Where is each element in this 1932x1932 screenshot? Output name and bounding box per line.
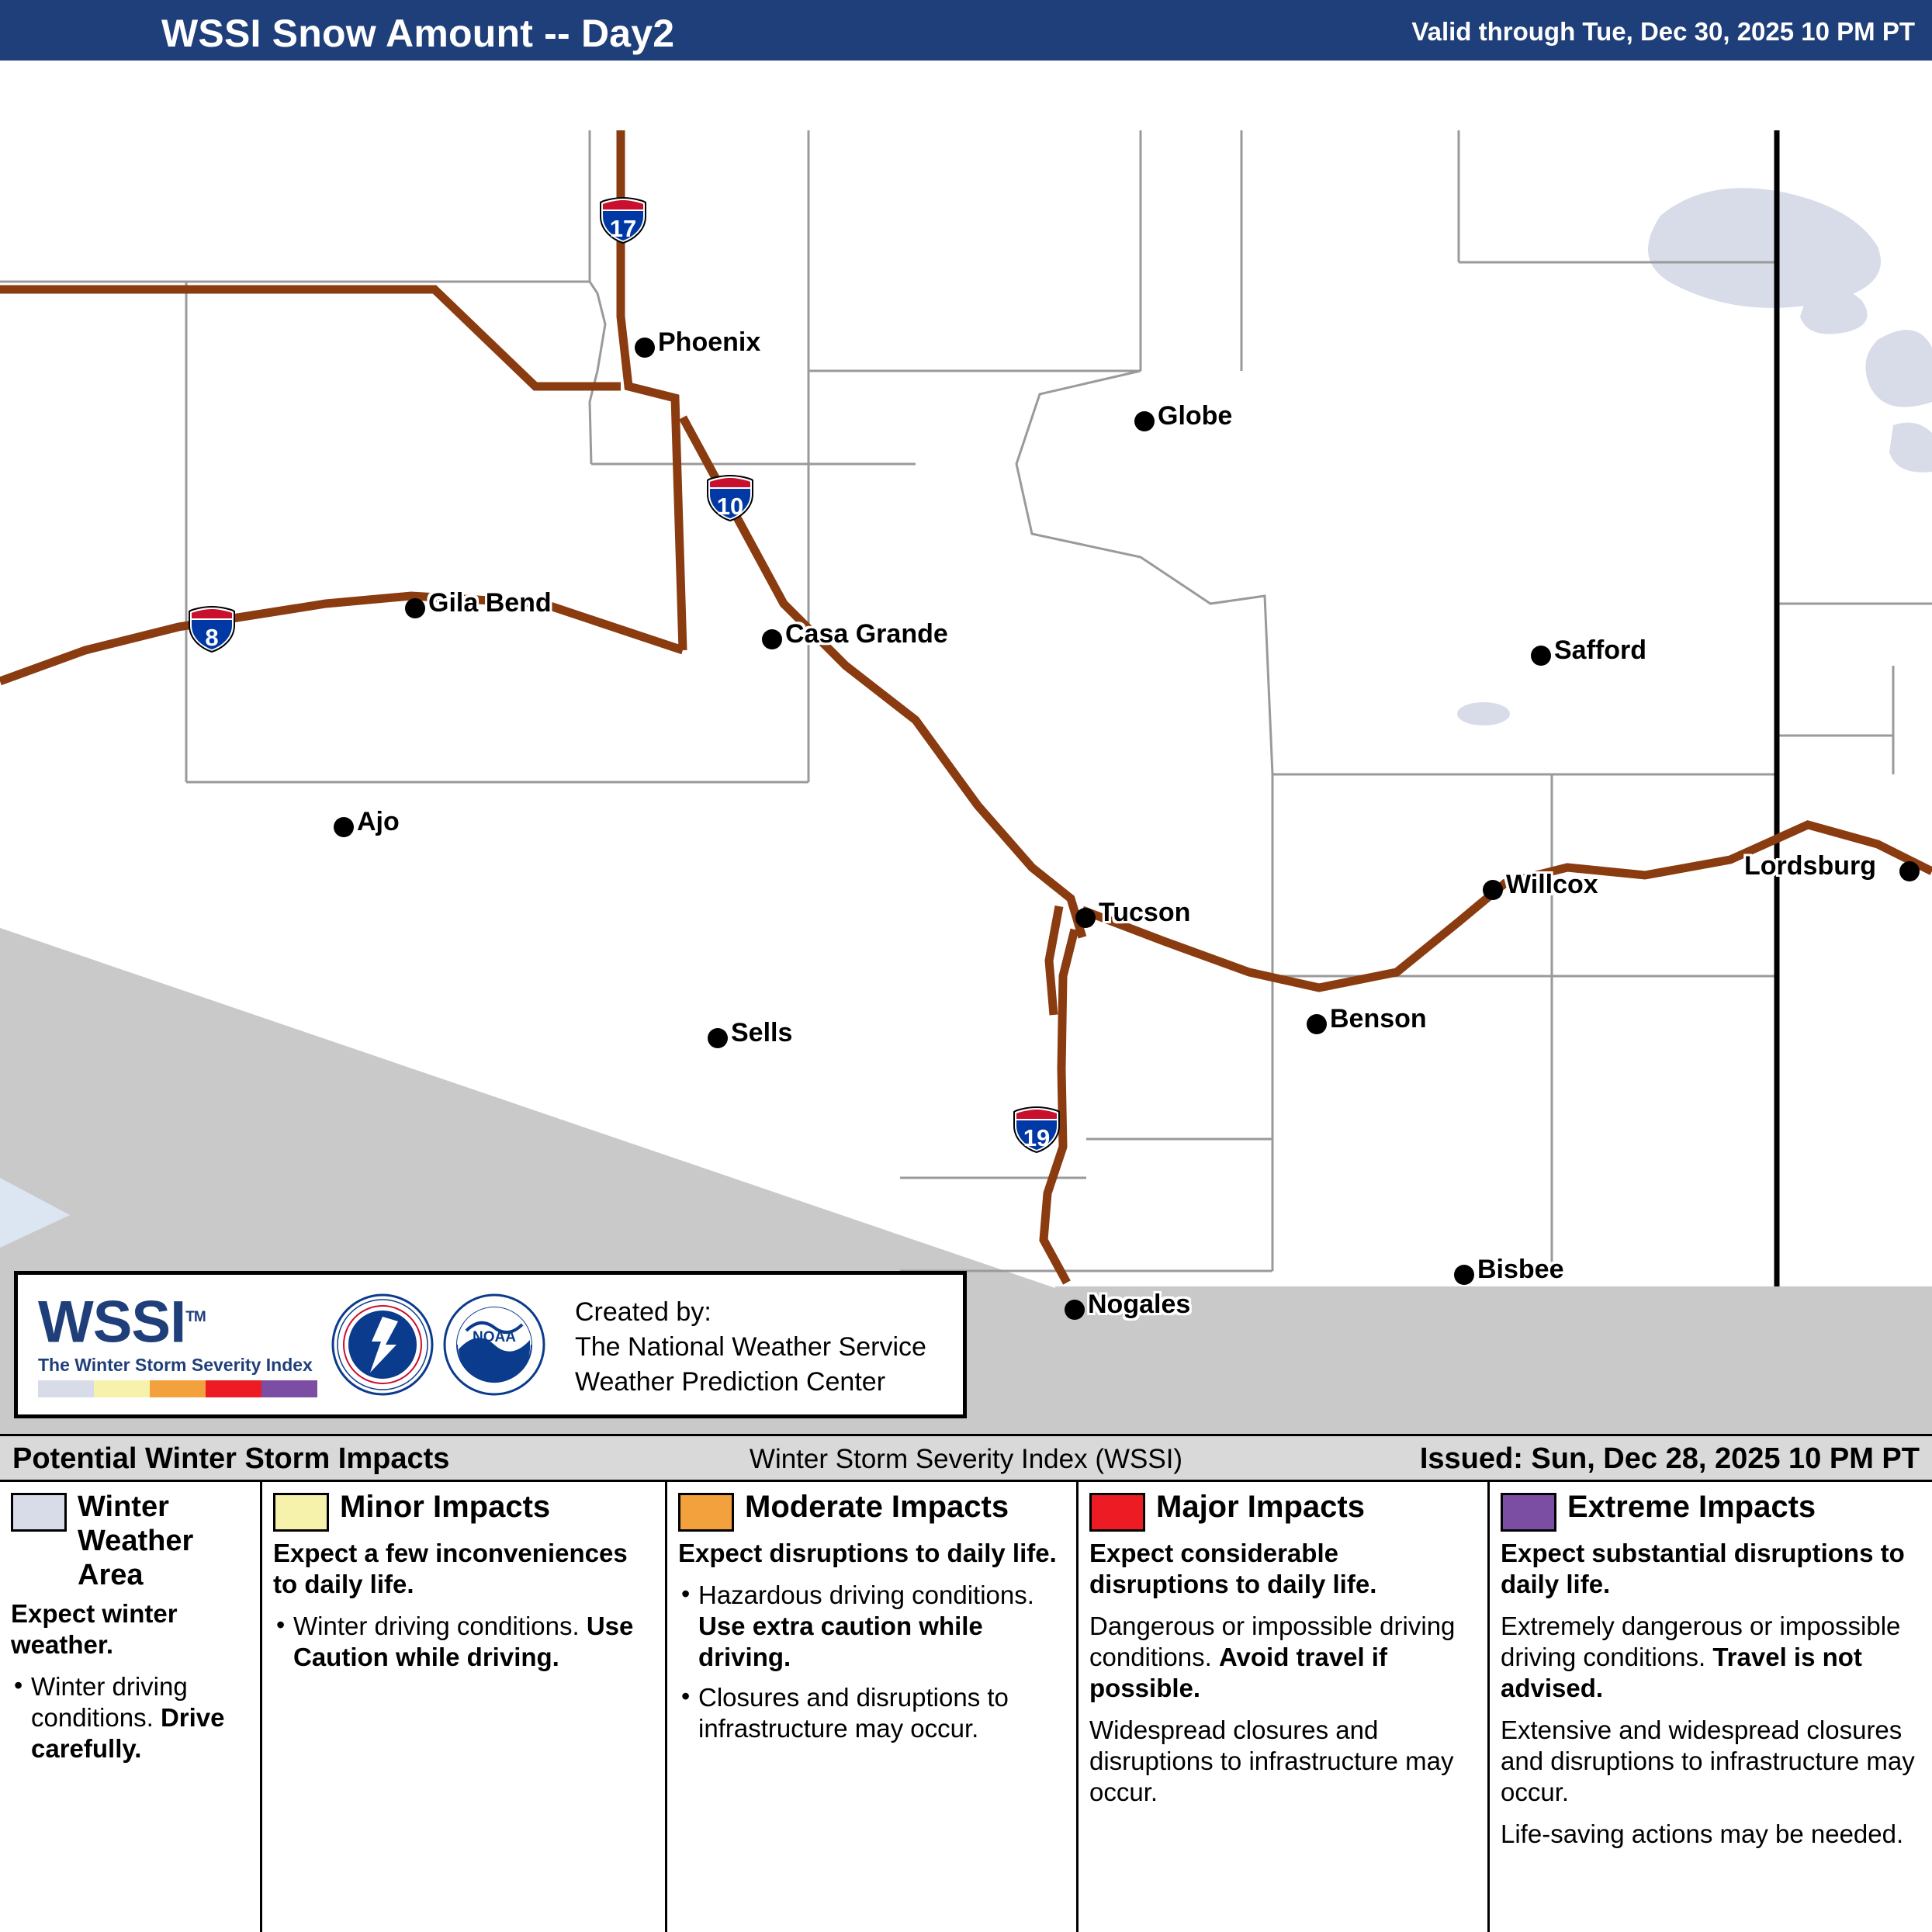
legend-item-text: Extensive and widespread closures and disruptions to infrastructure may occur.: [1501, 1716, 1915, 1806]
legend-lead: Expect a few inconveniences to daily life.: [273, 1539, 628, 1598]
legend-item-text: Life-saving actions may be needed.: [1501, 1819, 1904, 1848]
legend-column-winter-weather-area: [0, 1482, 262, 1932]
legend-item-text: Dangerous or impossible driving conditions.: [1089, 1612, 1456, 1671]
legend-header: [678, 1490, 1065, 1532]
legend-swatch-extreme: [1501, 1493, 1556, 1532]
legend-header: [1089, 1490, 1477, 1532]
swatch-extreme: [261, 1380, 317, 1397]
legend-bullet: [11, 1671, 249, 1764]
city-dot: [708, 1028, 728, 1048]
legend-lead: Expect winter weather.: [11, 1599, 178, 1659]
legend-title: Extreme Impacts: [1567, 1490, 1816, 1524]
city-dot: [334, 817, 354, 837]
legend-header: [1501, 1490, 1921, 1532]
legend-bullet-text: Winter driving conditions.: [31, 1672, 188, 1732]
swatch-moderate: [150, 1380, 206, 1397]
legend-body: [11, 1671, 249, 1764]
city-dot: [635, 338, 655, 358]
wssi-color-swatches: [38, 1380, 317, 1397]
attribution-box: [14, 1271, 967, 1418]
legend-item-emphasis: Avoid travel if possible.: [1089, 1643, 1387, 1702]
city-dot: [1454, 1265, 1474, 1285]
city-label: Ajo: [357, 807, 400, 836]
shield-label: 10: [716, 493, 744, 520]
interstate-shield-10: [705, 474, 756, 522]
legend-item-emphasis: Travel is not advised.: [1501, 1643, 1862, 1702]
legend-body: [273, 1611, 654, 1673]
interstate-shield-8: [186, 605, 237, 653]
city-label: Lordsburg: [1744, 851, 1876, 881]
city-label: Benson: [1330, 1004, 1427, 1034]
legend-item: [1501, 1819, 1921, 1850]
noaa-seal-icon: [443, 1293, 545, 1400]
city-label: Tucson: [1099, 898, 1191, 927]
swatch-winter-weather-area: [38, 1380, 94, 1397]
impacts-strip-bar: [0, 1434, 1932, 1482]
legend-swatch-moderate: [678, 1493, 734, 1532]
legend-bullet-emphasis: Drive carefully.: [31, 1703, 225, 1763]
legend-item: [1501, 1715, 1921, 1808]
legend-item-text: Extremely dangerous or impossible driving conditions.: [1501, 1612, 1901, 1671]
city-dot: [1483, 880, 1503, 900]
city-dot: [762, 629, 782, 649]
swatch-minor: [94, 1380, 150, 1397]
map-graphics: [0, 61, 1932, 1457]
legend-header: [273, 1490, 654, 1532]
city-label: Globe: [1158, 401, 1233, 431]
city-label: Gila Bend: [428, 588, 552, 618]
legend-bullet: [678, 1682, 1065, 1744]
legend-bullet-text: Closures and disruptions to infrastructure may occur.: [698, 1683, 1009, 1743]
legend-swatch-minor: [273, 1493, 329, 1532]
created-by-line-2: The National Weather Service: [575, 1332, 926, 1362]
shield-label: 8: [205, 624, 219, 651]
city-dot: [1899, 861, 1920, 881]
city-dot: [1065, 1300, 1085, 1320]
city-label: Phoenix: [658, 327, 761, 357]
legend-swatch-major: [1089, 1493, 1145, 1532]
legend-item: [1501, 1611, 1921, 1704]
strip-left-label: Potential Winter Storm Impacts: [12, 1442, 450, 1475]
valid-through-text: Valid through Tue, Dec 30, 2025 10 PM PT: [1411, 17, 1915, 46]
map-canvas[interactable]: [0, 61, 1932, 1457]
legend-lead: Expect substantial disruptions to daily life.: [1501, 1539, 1905, 1598]
legend-item: [1089, 1611, 1477, 1704]
page-title: WSSI Snow Amount -- Day2: [161, 12, 675, 55]
legend-header: [11, 1490, 249, 1592]
legend-bullet: [273, 1611, 654, 1673]
wssi-logo: [38, 1286, 317, 1397]
legend-column-minor: [262, 1482, 667, 1932]
legend-item-text: Widespread closures and disruptions to infrastructure may occur.: [1089, 1716, 1454, 1806]
legend-bullet-text: Winter driving conditions.: [293, 1612, 587, 1640]
city-dot: [405, 598, 425, 618]
strip-center-label: Winter Storm Severity Index (WSSI): [749, 1444, 1183, 1474]
trademark-symbol: TM: [185, 1309, 206, 1325]
legend-body: [1089, 1611, 1477, 1808]
legend-title: Major Impacts: [1156, 1490, 1365, 1524]
wssi-wordmark: WSSI™: [38, 1289, 206, 1356]
legend-bullet-emphasis: Use extra caution while driving.: [698, 1612, 983, 1671]
city-label: Bisbee: [1477, 1255, 1564, 1284]
svg-text:NOAA: NOAA: [473, 1329, 516, 1345]
shield-label: 19: [1023, 1124, 1051, 1151]
legend-lead: Expect considerable disruptions to daily life.: [1089, 1539, 1377, 1598]
legend-swatch-winter-weather-area: [11, 1493, 67, 1532]
city-label: Nogales: [1088, 1290, 1191, 1319]
wssi-tagline: The Winter Storm Severity Index: [38, 1355, 313, 1376]
legend-column-moderate: [667, 1482, 1079, 1932]
legend-title: Winter Weather Area: [78, 1491, 194, 1591]
strip-issued-label: Issued: Sun, Dec 28, 2025 10 PM PT: [1419, 1442, 1920, 1475]
city-dot: [1134, 411, 1155, 431]
created-by-block: [575, 1295, 926, 1400]
legend-bullet: [678, 1580, 1065, 1673]
legend-item: [1089, 1715, 1477, 1808]
legend-column-major: [1079, 1482, 1490, 1932]
legend-title: Moderate Impacts: [745, 1490, 1009, 1524]
legend-bullet-text: Hazardous driving conditions.: [698, 1581, 1034, 1609]
legend-lead: Expect disruptions to daily life.: [678, 1539, 1057, 1567]
city-label: Sells: [731, 1018, 793, 1047]
city-label: Willcox: [1506, 870, 1598, 899]
city-dot: [1531, 646, 1551, 666]
nws-seal-icon: [331, 1293, 434, 1400]
legend-body: [1501, 1611, 1921, 1850]
city-dot: [1075, 908, 1096, 928]
city-label: Casa Grande: [785, 619, 948, 649]
city-dot: [1307, 1014, 1327, 1034]
interstate-shield-17: [597, 196, 649, 244]
legend-title: Minor Impacts: [340, 1490, 551, 1524]
legend-bullet-emphasis: Use Caution while driving.: [293, 1612, 634, 1671]
header-bar: [0, 0, 1932, 61]
interstate-shield-19: [1011, 1106, 1062, 1154]
legend: [0, 1482, 1932, 1932]
shield-label: 17: [609, 215, 637, 242]
swatch-major: [206, 1380, 261, 1397]
created-by-line-1: Created by:: [575, 1297, 712, 1327]
legend-column-extreme: [1490, 1482, 1932, 1932]
city-label: Safford: [1554, 635, 1646, 665]
legend-body: [678, 1580, 1065, 1744]
created-by-line-3: Weather Prediction Center: [575, 1367, 886, 1397]
